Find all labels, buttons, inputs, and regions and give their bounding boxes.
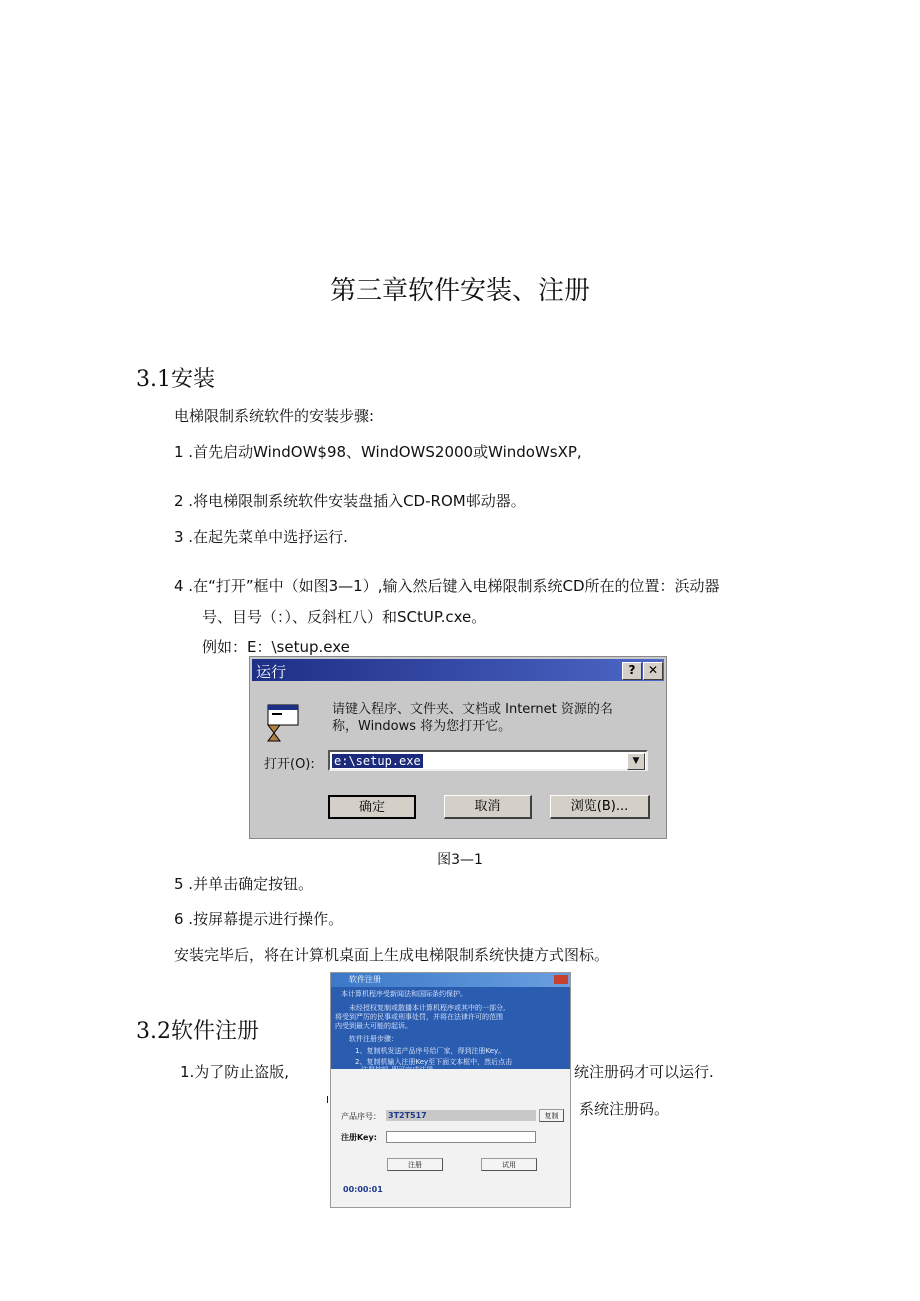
close-icon[interactable]: ✕ [643,662,663,680]
after-install-note: 安装完毕后，将在计算机桌面上生成电梯限制系统快捷方式图标。 [174,946,610,964]
step-4-line-1: 4 .在“打开”框中（如图3—1）,输入然后键入电梯限制系统CD所在的位置：浜动器 [174,577,720,595]
copy-button[interactable]: 复制 [539,1109,564,1122]
step-4-line-2: 号、目号（：）、反斜杠八）和SCtUP.cxe。 [202,608,487,626]
chevron-down-icon[interactable]: ▼ [627,753,645,770]
open-combobox[interactable] [328,750,648,771]
register-line-2-right: 系统注册码。 [579,1100,670,1118]
run-message-line-1: 请键入程序、文件夹、文档或 Internet 资源的名 [332,702,613,717]
run-dialog [249,656,667,839]
help-icon[interactable]: ? [622,662,642,680]
register-key-input[interactable] [386,1131,536,1143]
timer: 00:00:01 [343,1185,383,1194]
product-id-field: 3T2T517 [386,1110,536,1121]
register-button[interactable]: 注册 [387,1158,443,1171]
step-5: 5 .并单击确定按钮。 [174,875,314,893]
figure-caption: 图3—1 [437,852,483,868]
step-3: 3 .在起先菜单中选抒运行. [174,528,348,546]
register-line-1-left: 1.为了防止盗版, [180,1063,290,1081]
register-key-label: 注册Key: [341,1133,377,1142]
info-line: 本计算机程序受新闻法和国际条约保护。 [341,990,467,998]
run-message-line-2: 称，Windows 将为您打开它。 [332,719,512,734]
info-line: 注册按钮 即可完成注册。 [361,1066,441,1074]
register-dialog [330,972,571,1208]
open-value[interactable]: e:\setup.exe [334,754,421,768]
register-line-2-left: I [326,1095,329,1106]
close-icon[interactable] [554,975,568,984]
register-titlebar [331,973,570,987]
info-line: 2、复制机输入注册Key至下面文本框中，然后点击 [355,1058,513,1066]
install-intro: 电梯限制系统软件的安装步骤: [174,407,375,425]
run-dialog-titlebar [252,659,664,681]
step-4-example: 例如：E：\setup.exe [202,638,350,656]
ok-button[interactable]: 确定 [328,795,416,819]
info-line: 软件注册步骤： [349,1035,398,1043]
section-3-1-heading: 3.1安装 [136,367,215,392]
product-id-label: 产品序号： [341,1112,381,1121]
info-line: 1、复制机发送产品序号给厂家，得到注册Key。 [355,1047,506,1055]
open-label: 打开(O): [264,757,315,772]
cancel-button[interactable]: 取消 [444,795,532,819]
run-dialog-title: 运行 [256,663,287,681]
info-line: 内受到最大可能的起诉。 [335,1022,412,1030]
register-line-1-right: 统注册码才可以运行. [574,1063,714,1081]
info-line: 将受到严厉的民事或刑事处罚，并将在法律许可的范围 [335,1013,503,1021]
run-dialog-message [332,701,652,735]
run-program-icon [262,703,302,743]
step-6: 6 .按屏幕提示进行操作。 [174,910,344,928]
register-title: 软件注册 [349,975,381,984]
register-info-panel [331,987,570,1074]
step-1: 1 .首先启动WindOW$98、WindOWS2000或WindoWsXP, [174,443,582,461]
browse-button[interactable]: 浏览(B)... [550,795,650,819]
step-2: 2 .将电梯限制系统软件安装盘插入CD-ROM邨动器。 [174,492,526,510]
section-3-2-heading: 3.2软件注册 [136,1019,259,1044]
chapter-title: 第三章软件安装、注册 [329,276,590,306]
trial-button[interactable]: 试用 [481,1158,537,1171]
info-line: 未经授权复制或散播本计算机程序或其中的一部分, [349,1004,506,1012]
